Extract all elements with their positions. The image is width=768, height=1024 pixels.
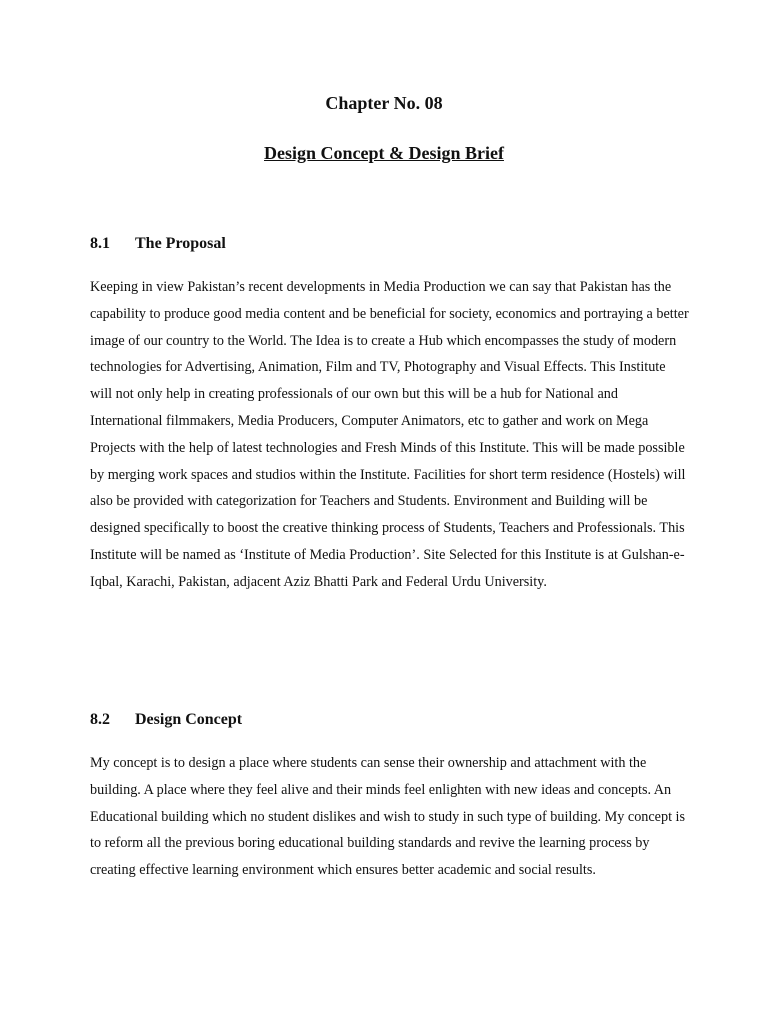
section-heading-design-concept <box>90 711 242 729</box>
section-number: 8.2 <box>90 711 110 728</box>
design-concept-paragraph: My concept is to design a place where students can sense their ownership and attachment with the building. A place where they feel alive and their minds feel enlighten with new ideas and concepts. An Educational building which no student dislikes and wish to study in such type of building. My concept is to reform all the previous boring educational building standards and revive the learning process by creating effective learning environment which ensures better academic and social results. <box>90 755 686 879</box>
chapter-title: Chapter No. 08 <box>325 93 443 113</box>
proposal-paragraph: Keeping in view Pakistan’s recent developments in Media Production we can say that Pakistan has the capability to produce good media content and be beneficial for society, economics and portraying a better image of our country to the World. The Idea is to create a Hub which encompasses the study of modern technologies for Advertising, Animation, Film and TV, Photography and Visual Effects. This Institute will not only help in creating professionals of our own but this will be a hub for National and International filmmakers, Media Producers, Computer Animators, etc to gather and work on Mega Projects with the help of latest technologies and Fresh Minds of this Institute. This will be made possible by merging work spaces and studios within the Institute. Facilities for short term residence (Hostels) will also be provided with categorization for Teachers and Students. Environment and Building will be designed specifically to boost the creative thinking process of Students, Teachers and Professionals. This Institute will be named as ‘Institute of Media Production’. Site Selected for this Institute is at Gulshan-e-Iqbal, Karachi, Pakistan, adjacent Aziz Bhatti Park and Federal Urdu University. <box>90 279 689 590</box>
document-title: Design Concept & Design Brief <box>264 143 504 163</box>
section-title: Design Concept <box>135 711 243 728</box>
section-heading-proposal <box>90 235 226 253</box>
section-number: 8.1 <box>90 235 110 252</box>
section-title: The Proposal <box>135 235 226 252</box>
